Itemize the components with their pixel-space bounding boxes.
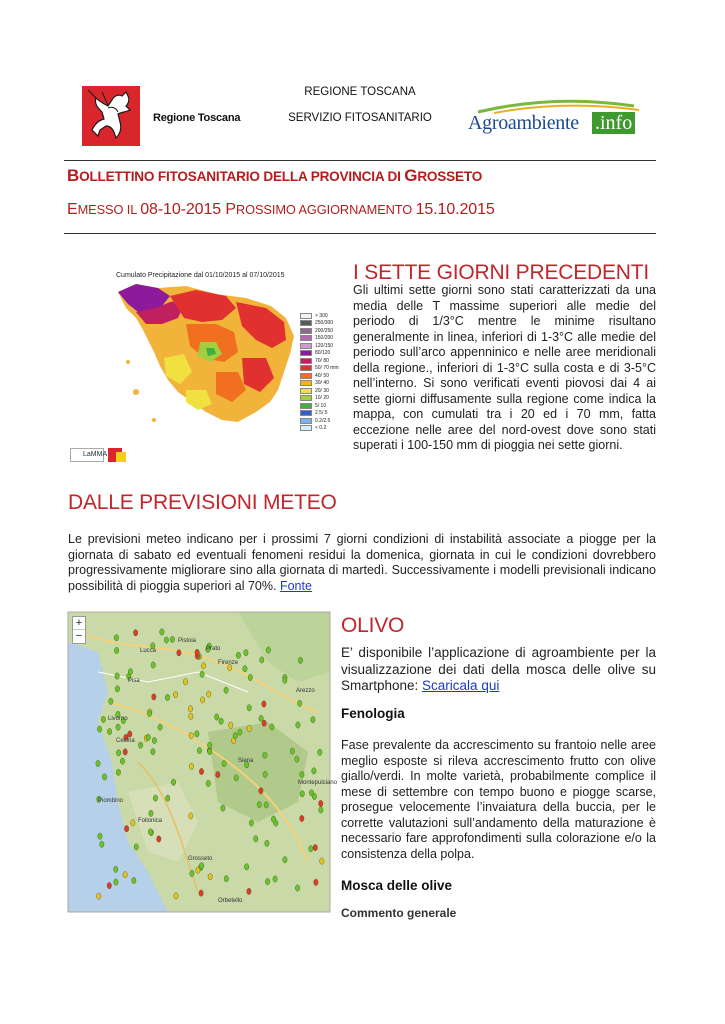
map-place-label: Pisa [128, 678, 140, 684]
olive-monitoring-marker[interactable] [265, 840, 269, 846]
olive-monitoring-marker[interactable] [290, 748, 294, 754]
rainfall-map-title: Cumulato Precipitazione dal 01/10/2015 al 07/10/2015 [116, 272, 285, 279]
rainfall-legend-item [300, 417, 339, 425]
forecast-heading: DALLE PREVISIONI METEO [68, 491, 337, 514]
rainfall-legend-item [300, 312, 339, 320]
map-place-label: Livorno [108, 716, 128, 722]
olive-monitoring-marker[interactable] [124, 826, 128, 832]
olive-monitoring-marker[interactable] [215, 714, 219, 720]
rainfall-legend-swatch [300, 388, 312, 394]
olive-monitoring-marker[interactable] [189, 732, 193, 738]
olive-monitoring-marker[interactable] [243, 666, 247, 672]
olive-monitoring-marker[interactable] [160, 629, 164, 635]
olive-monitoring-marker[interactable] [195, 649, 199, 655]
header-region-line: REGIONE TOSCANA [304, 86, 416, 98]
lamma-logo-text: LaMMA [83, 451, 108, 458]
previous-days-text: Gli ultimi sette giorni sono stati caratterizzati da una media delle T massime superiori alle medie del periodo di 1/3°C mentre le minime risultano generalmente in linea, inferiori di 1-3°C alle medie del periodo sull’arco appenninico e nelle aree meridionali della regione., inferiori di 1-3°C sulla costa e di 3-5°C nell’interno. Si sono verificati eventi piovosi dai 4 ai sette giorni diffusamente sulla regione come indica la mappa, con cumulati tra i 20 ed i 70 mm, fatta eccezione nelle aree del nord-ovest dove sono stati superati i 100-150 mm di pioggia nei sette giorni. [353, 283, 656, 452]
olive-monitoring-marker[interactable] [319, 807, 323, 813]
rainfall-legend-label: 120/150 [315, 342, 334, 349]
olive-monitoring-marker[interactable] [157, 836, 161, 842]
olive-monitoring-marker[interactable] [131, 820, 135, 826]
partner-small-logo [116, 452, 126, 462]
olive-monitoring-marker[interactable] [116, 750, 120, 756]
olive-monitoring-marker[interactable] [238, 729, 242, 735]
olive-monitoring-marker[interactable] [207, 691, 211, 697]
map-place-label: Siena [238, 758, 254, 764]
agroambiente-logo-suffix: .info [592, 112, 635, 134]
olive-monitoring-marker[interactable] [96, 760, 100, 766]
olive-monitoring-marker[interactable] [174, 893, 178, 899]
olive-monitoring-marker[interactable] [195, 731, 199, 737]
map-place-label: Firenze [218, 660, 239, 666]
rainfall-legend-swatch [300, 403, 312, 409]
olive-monitoring-marker[interactable] [100, 841, 104, 847]
map-place-label: Lucca [140, 648, 157, 654]
olive-monitoring-marker[interactable] [270, 724, 274, 730]
olive-monitoring-marker[interactable] [138, 742, 142, 748]
map-place-label: Pistoia [178, 638, 197, 644]
rainfall-legend-label: 20/ 30 [315, 387, 329, 394]
map-place-label: Cecina [116, 738, 135, 744]
olive-monitoring-marker[interactable] [262, 701, 266, 707]
map-place-label: Arezzo [296, 688, 315, 694]
map-place-label: Follonica [138, 818, 163, 824]
rainfall-legend-item [300, 357, 339, 365]
rainfall-legend-item [300, 380, 339, 388]
olive-monitoring-marker[interactable] [189, 713, 193, 719]
olive-monitoring-marker[interactable] [114, 879, 118, 885]
olive-monitoring-marker[interactable] [147, 710, 151, 716]
olive-monitoring-marker[interactable] [249, 820, 253, 826]
rainfall-legend-swatch [300, 313, 312, 319]
olive-monitoring-marker[interactable] [224, 687, 228, 693]
olive-monitoring-marker[interactable] [199, 768, 203, 774]
olive-monitoring-marker[interactable] [266, 647, 270, 653]
olive-monitoring-marker[interactable] [234, 775, 238, 781]
olive-monitoring-marker[interactable] [259, 788, 263, 794]
olive-monitoring-marker[interactable] [295, 756, 299, 762]
zoom-out-button[interactable]: − [75, 630, 83, 642]
olive-monitoring-marker[interactable] [320, 858, 324, 864]
olive-monitoring-marker[interactable] [298, 700, 302, 706]
olive-monitoring-marker[interactable] [309, 790, 313, 796]
olive-monitoring-marker[interactable] [309, 846, 313, 852]
olive-monitoring-marker[interactable] [134, 844, 138, 850]
rainfall-legend-label: 80/120 [315, 350, 331, 357]
olive-monitoring-marker[interactable] [312, 768, 316, 774]
olive-monitoring-marker[interactable] [263, 771, 267, 777]
map-zoom-control [72, 616, 86, 644]
olive-monitoring-marker[interactable] [173, 691, 177, 697]
olive-monitoring-marker[interactable] [148, 829, 152, 835]
olive-monitoring-marker[interactable] [273, 876, 277, 882]
rainfall-legend-label: 0.2/2.5 [315, 417, 331, 424]
rainfall-legend-item [300, 410, 339, 418]
rainfall-legend-label: 5/ 10 [315, 402, 327, 409]
olive-monitoring-marker[interactable] [295, 885, 299, 891]
rainfall-legend-swatch [300, 343, 312, 349]
olive-monitoring-marker[interactable] [132, 877, 136, 883]
rainfall-legend-label: 50/ 70 mm [315, 365, 339, 372]
rainfall-legend-label: > 300 [315, 312, 328, 319]
rainfall-legend-item [300, 372, 339, 380]
olive-monitoring-marker[interactable] [107, 728, 111, 734]
olive-monitoring-marker[interactable] [97, 726, 101, 732]
rainfall-legend-item [300, 425, 339, 433]
olive-monitoring-marker[interactable] [152, 694, 156, 700]
olive-monitoring-marker[interactable] [208, 742, 212, 748]
olive-monitoring-marker[interactable] [259, 715, 263, 721]
rainfall-legend-label: < 0.2 [315, 425, 327, 432]
olive-monitoring-marker[interactable] [296, 722, 300, 728]
olive-monitoring-marker[interactable] [263, 752, 267, 758]
olivo-heading: OLIVO [341, 614, 405, 637]
olive-monitoring-marker[interactable] [164, 637, 168, 643]
rainfall-legend-swatch [300, 358, 312, 364]
map-place-label: Piombino [98, 798, 124, 804]
title-divider [64, 233, 656, 234]
olive-monitoring-marker[interactable] [221, 805, 225, 811]
rainfall-legend-swatch [300, 335, 312, 341]
olive-monitoring-marker[interactable] [233, 733, 237, 739]
rainfall-legend-swatch [300, 425, 312, 431]
forecast-source-link[interactable]: Fonte [279, 578, 312, 593]
olive-monitoring-marker[interactable] [208, 748, 212, 754]
fenologia-text: Fase prevalente da accrescimento su frantoio nelle aree meglio esposte si rileva accrescimento frutto con olive giallo/verdi. In molte varietà, probabilmente complice il mese di settembre con tempo buono e piogge scarse, prosegue velocemente l’invaiatura della buccia, per le corrette valutazioni sull’andamento della maturazione è necessario fare approfondimenti sulla colorazione e/o la consistenza della polpa. [341, 738, 656, 861]
agroambiente-logo[interactable] [468, 98, 648, 140]
olive-monitoring-marker[interactable] [318, 749, 322, 755]
olive-monitoring-marker[interactable] [244, 864, 248, 870]
olive-monitoring-marker[interactable] [114, 647, 118, 653]
olive-monitoring-marker[interactable] [314, 879, 318, 885]
olive-monitoring-marker[interactable] [313, 844, 317, 850]
zoom-in-button[interactable]: + [73, 617, 85, 630]
bulletin-title: BOLLETTINO FITOSANITARIO DELLA PROVINCIA DI GROSSETO [67, 166, 483, 185]
olive-monitoring-marker[interactable] [219, 718, 223, 724]
olive-monitoring-marker[interactable] [146, 734, 150, 740]
region-logo-text: Regione Toscana [153, 112, 241, 124]
olive-monitoring-marker[interactable] [166, 795, 170, 801]
olive-monitoring-marker[interactable] [196, 867, 200, 873]
agroambiente-logo-word: Agroambiente [468, 112, 579, 134]
map-place-label: Grosseto [188, 856, 213, 862]
olive-monitoring-marker[interactable] [224, 876, 228, 882]
olive-monitoring-marker[interactable] [264, 802, 268, 808]
olive-monitoring-marker[interactable] [206, 780, 210, 786]
olive-monitoring-marker[interactable] [201, 663, 205, 669]
header-service-line: SERVIZIO FITOSANITARIO [288, 112, 432, 124]
olive-map-graphic [68, 612, 338, 912]
rainfall-legend-swatch [300, 365, 312, 371]
previous-days-heading: I SETTE GIORNI PRECEDENTI [353, 261, 650, 284]
rainfall-legend-item [300, 395, 339, 403]
olive-monitoring-marker[interactable] [183, 679, 187, 685]
olive-monitoring-marker[interactable] [222, 760, 226, 766]
olive-monitoring-marker[interactable] [244, 650, 248, 656]
olive-monitoring-marker[interactable] [123, 749, 127, 755]
rainfall-legend-label: 40/ 50 [315, 372, 329, 379]
bulletin-dates: EMESSO IL 08-10-2015 PROSSIMO AGGIORNAMENTO 15.10.2015 [67, 201, 495, 218]
olive-monitoring-marker[interactable] [197, 747, 201, 753]
rainfall-legend-label: 70/ 80 [315, 357, 329, 364]
olive-monitoring-marker[interactable] [216, 771, 220, 777]
olive-monitoring-marker[interactable] [190, 870, 194, 876]
olive-monitoring-marker[interactable] [200, 697, 204, 703]
olive-monitoring-marker[interactable] [102, 774, 106, 780]
olive-monitoring-marker[interactable] [153, 795, 157, 801]
olive-monitoring-marker[interactable] [189, 763, 193, 769]
regione-toscana-logo [82, 86, 140, 146]
olive-monitoring-marker[interactable] [189, 813, 193, 819]
olive-monitoring-marker[interactable] [300, 791, 304, 797]
olive-monitoring-marker[interactable] [123, 872, 127, 878]
olive-monitoring-marker[interactable] [177, 650, 181, 656]
olive-monitoring-marker[interactable] [311, 717, 315, 723]
olive-monitoring-marker[interactable] [247, 725, 251, 731]
forecast-text [68, 532, 656, 594]
olive-monitoring-marker[interactable] [247, 705, 251, 711]
rainfall-legend-swatch [300, 320, 312, 326]
olive-monitoring-marker[interactable] [199, 890, 203, 896]
rainfall-legend-item [300, 320, 339, 328]
rainfall-legend [300, 312, 339, 432]
olive-monitoring-marker[interactable] [151, 749, 155, 755]
olive-monitoring-marker[interactable] [116, 769, 120, 775]
olive-monitoring-marker[interactable] [248, 674, 252, 680]
olive-monitoring-marker[interactable] [128, 669, 132, 675]
mosca-title: Mosca delle olive [341, 878, 453, 893]
olive-monitoring-marker[interactable] [165, 694, 169, 700]
olive-monitoring-marker[interactable] [128, 731, 132, 737]
rainfall-legend-swatch [300, 373, 312, 379]
rainfall-legend-swatch [300, 395, 312, 401]
fenologia-title: Fenologia [341, 706, 405, 721]
olive-monitoring-marker[interactable] [319, 800, 323, 806]
olive-monitoring-marker[interactable] [114, 635, 118, 641]
download-app-link[interactable]: Scaricala qui [422, 678, 500, 693]
olivo-intro-text: E’ disponibile l’applicazione di agroambiente per la visualizzazione dei dati della mosca delle olive su Smartphone: [341, 645, 656, 693]
olive-monitoring-marker[interactable] [257, 801, 261, 807]
rainfall-legend-item [300, 365, 339, 373]
lamma-logo [70, 448, 108, 462]
map-place-label: Montepulciano [298, 780, 338, 786]
olive-monitoring-marker[interactable] [151, 662, 155, 668]
rainfall-legend-label: 10/ 20 [315, 395, 329, 402]
olive-monitoring-marker[interactable] [114, 866, 118, 872]
olive-monitoring-marker[interactable] [298, 657, 302, 663]
olive-monitoring-marker[interactable] [265, 878, 269, 884]
olive-monitoring-marker[interactable] [115, 686, 119, 692]
olive-monitoring-marker[interactable] [107, 882, 111, 888]
rainfall-legend-item [300, 387, 339, 395]
olive-monitoring-marker[interactable] [120, 758, 124, 764]
olive-monitoring-marker[interactable] [300, 771, 304, 777]
olive-monitoring-marker[interactable] [208, 874, 212, 880]
header-divider [64, 160, 656, 161]
rainfall-map [66, 262, 350, 472]
rainfall-legend-item [300, 342, 339, 350]
olive-fly-map[interactable] [68, 612, 338, 912]
olive-monitoring-marker[interactable] [171, 779, 175, 785]
olive-monitoring-marker[interactable] [229, 722, 233, 728]
olive-monitoring-marker[interactable] [236, 652, 240, 658]
rainfall-legend-item [300, 402, 339, 410]
olive-monitoring-marker[interactable] [247, 888, 251, 894]
olivo-intro [341, 645, 656, 695]
olive-monitoring-marker[interactable] [149, 810, 153, 816]
olive-monitoring-marker[interactable] [115, 673, 119, 679]
olive-monitoring-marker[interactable] [188, 706, 192, 712]
olive-monitoring-marker[interactable] [283, 677, 287, 683]
olive-monitoring-marker[interactable] [109, 698, 113, 704]
rainfall-legend-item [300, 335, 339, 343]
commento-title: Commento generale [341, 906, 457, 920]
olive-monitoring-marker[interactable] [158, 724, 162, 730]
olive-monitoring-marker[interactable] [271, 816, 275, 822]
olive-monitoring-marker[interactable] [133, 630, 137, 636]
olive-monitoring-marker[interactable] [170, 636, 174, 642]
pegasus-icon [82, 86, 140, 146]
olive-monitoring-marker[interactable] [254, 836, 258, 842]
olive-monitoring-marker[interactable] [283, 857, 287, 863]
olive-monitoring-marker[interactable] [97, 893, 101, 899]
olive-monitoring-marker[interactable] [116, 724, 120, 730]
olive-monitoring-marker[interactable] [260, 657, 264, 663]
olive-monitoring-marker[interactable] [300, 815, 304, 821]
olive-monitoring-marker[interactable] [200, 671, 204, 677]
olive-monitoring-marker[interactable] [98, 833, 102, 839]
rainfall-legend-label: 150/200 [315, 335, 334, 342]
map-place-label: Prato [206, 646, 221, 652]
olive-monitoring-marker[interactable] [101, 716, 105, 722]
rainfall-legend-swatch [300, 328, 312, 334]
rainfall-legend-item [300, 350, 339, 358]
rainfall-legend-swatch [300, 350, 312, 356]
map-place-label: Orbetello [218, 898, 243, 904]
rainfall-legend-label: 2.5/ 5 [315, 410, 328, 417]
olive-monitoring-marker[interactable] [152, 737, 156, 743]
rainfall-legend-swatch [300, 380, 312, 386]
rainfall-legend-item [300, 327, 339, 335]
olive-monitoring-marker[interactable] [199, 863, 203, 869]
rainfall-legend-swatch [300, 410, 312, 416]
rainfall-legend-swatch [300, 418, 312, 424]
rainfall-legend-label: 250/300 [315, 320, 334, 327]
forecast-body: Le previsioni meteo indicano per i prossimi 7 giorni condizioni di instabilità associate a piogge per la giornata di sabato ed eventuali fenomeni residui la domenica, giornata in cui le condizioni dovrebbero progressivamente migliorare sino alla giornata di martedì. Successivamente i modelli previsionali indicano possibilità di pioggia superiori al 70%. [68, 532, 656, 593]
rainfall-legend-label: 200/250 [315, 327, 334, 334]
rainfall-legend-label: 30/ 40 [315, 380, 329, 387]
